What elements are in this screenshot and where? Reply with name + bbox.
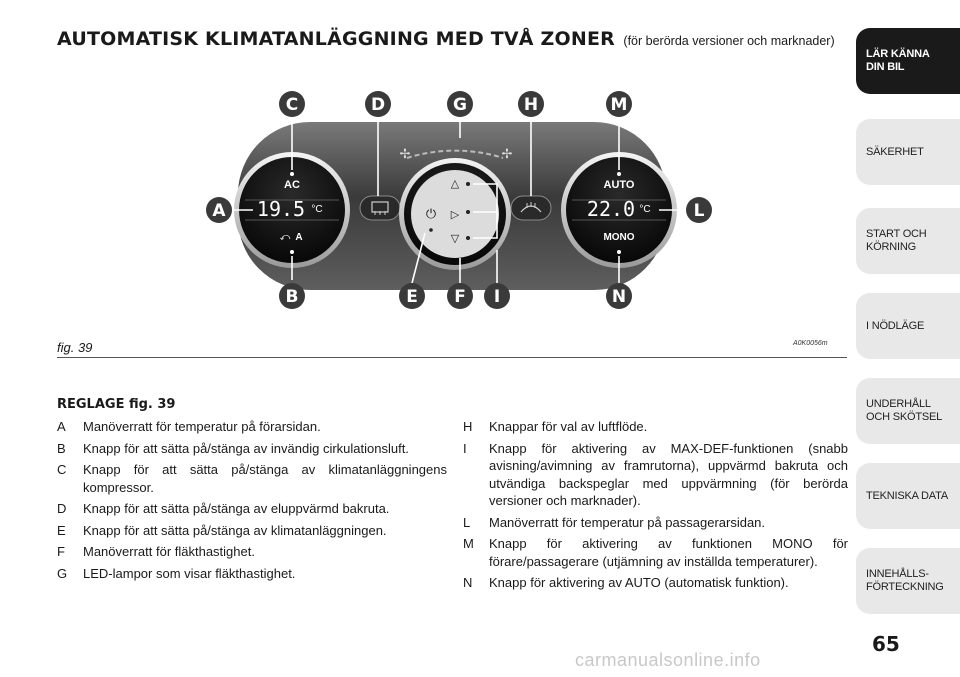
controls-list-right — [463, 418, 848, 596]
recirculation-label: A — [295, 232, 303, 243]
list-item — [57, 440, 447, 458]
item-key: H — [463, 419, 473, 434]
tab-label: START OCH KÖRNING — [866, 228, 927, 253]
right-display-value: 22.0 — [586, 197, 636, 221]
airflow-up-icon: △ — [450, 177, 460, 190]
item-key: F — [57, 544, 65, 559]
list-item — [57, 461, 447, 496]
tab-label: LÄR KÄNNA DIN BIL — [866, 48, 930, 73]
figure-caption: fig. 39 — [57, 340, 93, 355]
page-number: 65 — [872, 632, 900, 656]
tab-start-och-korning[interactable] — [856, 208, 960, 274]
item-text: Knapp för aktivering av MAX-DEF-funktionen (snabb avisning/avimning av framrutorna), uppvärmd bakruta och utvändiga backspeglar med uppvärmning (för berörda versioner och marknader). — [489, 440, 848, 508]
tab-label: TEKNISKA DATA — [866, 489, 948, 502]
list-item — [57, 565, 447, 583]
callout-l: L — [693, 201, 705, 221]
item-text: Knapp för att sätta på/stänga av klimatanläggningen. — [83, 522, 387, 538]
tab-label: INNEHÅLLS- FÖRTECKNING — [866, 568, 944, 593]
callout-c: C — [285, 95, 299, 115]
callout-g: G — [453, 95, 467, 115]
tab-label: SÄKERHET — [866, 145, 924, 158]
left-display-unit: °C — [311, 204, 323, 215]
callout-b: B — [285, 287, 299, 307]
list-item — [463, 574, 848, 592]
item-text: Knapp för aktivering av AUTO (automatisk funktion). — [489, 575, 789, 590]
callout-m: N — [611, 287, 627, 307]
auto-label: AUTO — [603, 179, 635, 191]
item-text: Manöverratt för fläkthastighet. — [83, 544, 255, 559]
ac-led — [290, 172, 294, 176]
callout-d: D — [370, 95, 386, 115]
list-item — [463, 514, 848, 532]
power-icon: ⏻ — [425, 207, 437, 222]
airflow-down-icon: ▽ — [450, 232, 460, 245]
controls-heading: REGLAGE fig. 39 — [57, 397, 176, 412]
tab-tekniska-data[interactable] — [856, 463, 960, 529]
item-text: Knapp för aktivering av funktionen MONO för förare/passagerare (utjämning av inställda temperaturer). — [489, 536, 848, 569]
tab-label: UNDERHÅLL OCH SKÖTSEL — [866, 398, 943, 423]
fan-high-icon: ✢ — [501, 147, 513, 162]
tab-sakerhet[interactable] — [856, 119, 960, 185]
max-def-button — [511, 196, 551, 220]
item-key: L — [463, 514, 471, 530]
list-item — [57, 418, 447, 436]
tab-lar-kanna-din-bil[interactable] — [856, 28, 960, 94]
item-text: Knapp för att sätta på/stänga av klimatanläggningens kompressor. — [83, 462, 447, 495]
fan-low-icon: ✢ — [399, 147, 411, 162]
auto-led — [617, 172, 621, 176]
left-display-value: 19.5 — [256, 197, 306, 221]
airflow-face-icon: ▷ — [450, 208, 460, 221]
item-key: A — [57, 419, 66, 434]
page-title — [57, 28, 835, 50]
callout-f: F — [454, 287, 466, 307]
climate-panel-figure — [55, 78, 840, 340]
callout-n: M — [610, 95, 628, 115]
list-item — [57, 522, 447, 540]
item-text: LED-lampor som visar fläkthastighet. — [83, 565, 296, 581]
watermark: carmanualsonline.info — [575, 650, 761, 670]
callout-i: H — [523, 95, 539, 115]
item-text: Manöverratt för temperatur på passagerarsidan. — [489, 514, 766, 530]
callout-e: E — [406, 287, 418, 307]
section-title: AUTOMATISK KLIMATANLÄGGNING MED TVÅ ZONER — [57, 28, 615, 50]
tab-label: I NÖDLÄGE — [866, 319, 925, 332]
list-item — [463, 535, 848, 570]
right-display-unit: °C — [639, 204, 651, 215]
item-text: Knapp för att sätta på/stänga av invändig cirkulationsluft. — [83, 440, 409, 456]
controls-list-left — [57, 418, 447, 586]
recirculation-led — [290, 250, 294, 254]
ac-label: AC — [284, 179, 300, 191]
tab-innehallsforteckning[interactable] — [856, 548, 960, 614]
item-key: G — [57, 565, 68, 581]
tab-i-nodlage[interactable] — [856, 293, 960, 359]
mono-label: MONO — [603, 232, 635, 243]
item-text: Manöverratt för temperatur på förarsidan. — [83, 419, 321, 434]
item-text: Knappar för val av luftflöde. — [489, 419, 648, 434]
item-key: C — [57, 462, 67, 477]
figure-divider — [57, 357, 847, 358]
item-key: N — [463, 575, 473, 590]
item-key: E — [57, 522, 66, 538]
list-item — [57, 500, 447, 518]
item-key: B — [57, 440, 66, 456]
section-subtitle: (för berörda versioner och marknader) — [623, 34, 835, 48]
item-text: Knapp för att sätta på/stänga av eluppvärmd bakruta. — [83, 501, 390, 516]
item-key: M — [463, 536, 474, 551]
list-item — [463, 418, 848, 436]
rear-defrost-button — [360, 196, 400, 220]
callout-a: A — [212, 201, 226, 221]
figure-code: A0K0056m — [793, 340, 828, 347]
list-item — [57, 543, 447, 561]
chapter-sidebar — [856, 0, 960, 677]
tab-underhall-och-skotsel[interactable] — [856, 378, 960, 444]
item-key: I — [463, 440, 467, 456]
list-item — [463, 440, 848, 510]
mono-led — [617, 250, 621, 254]
callout-h: I — [493, 287, 501, 307]
item-key: D — [57, 501, 67, 516]
recirculation-icon: ⤺ — [279, 232, 291, 243]
